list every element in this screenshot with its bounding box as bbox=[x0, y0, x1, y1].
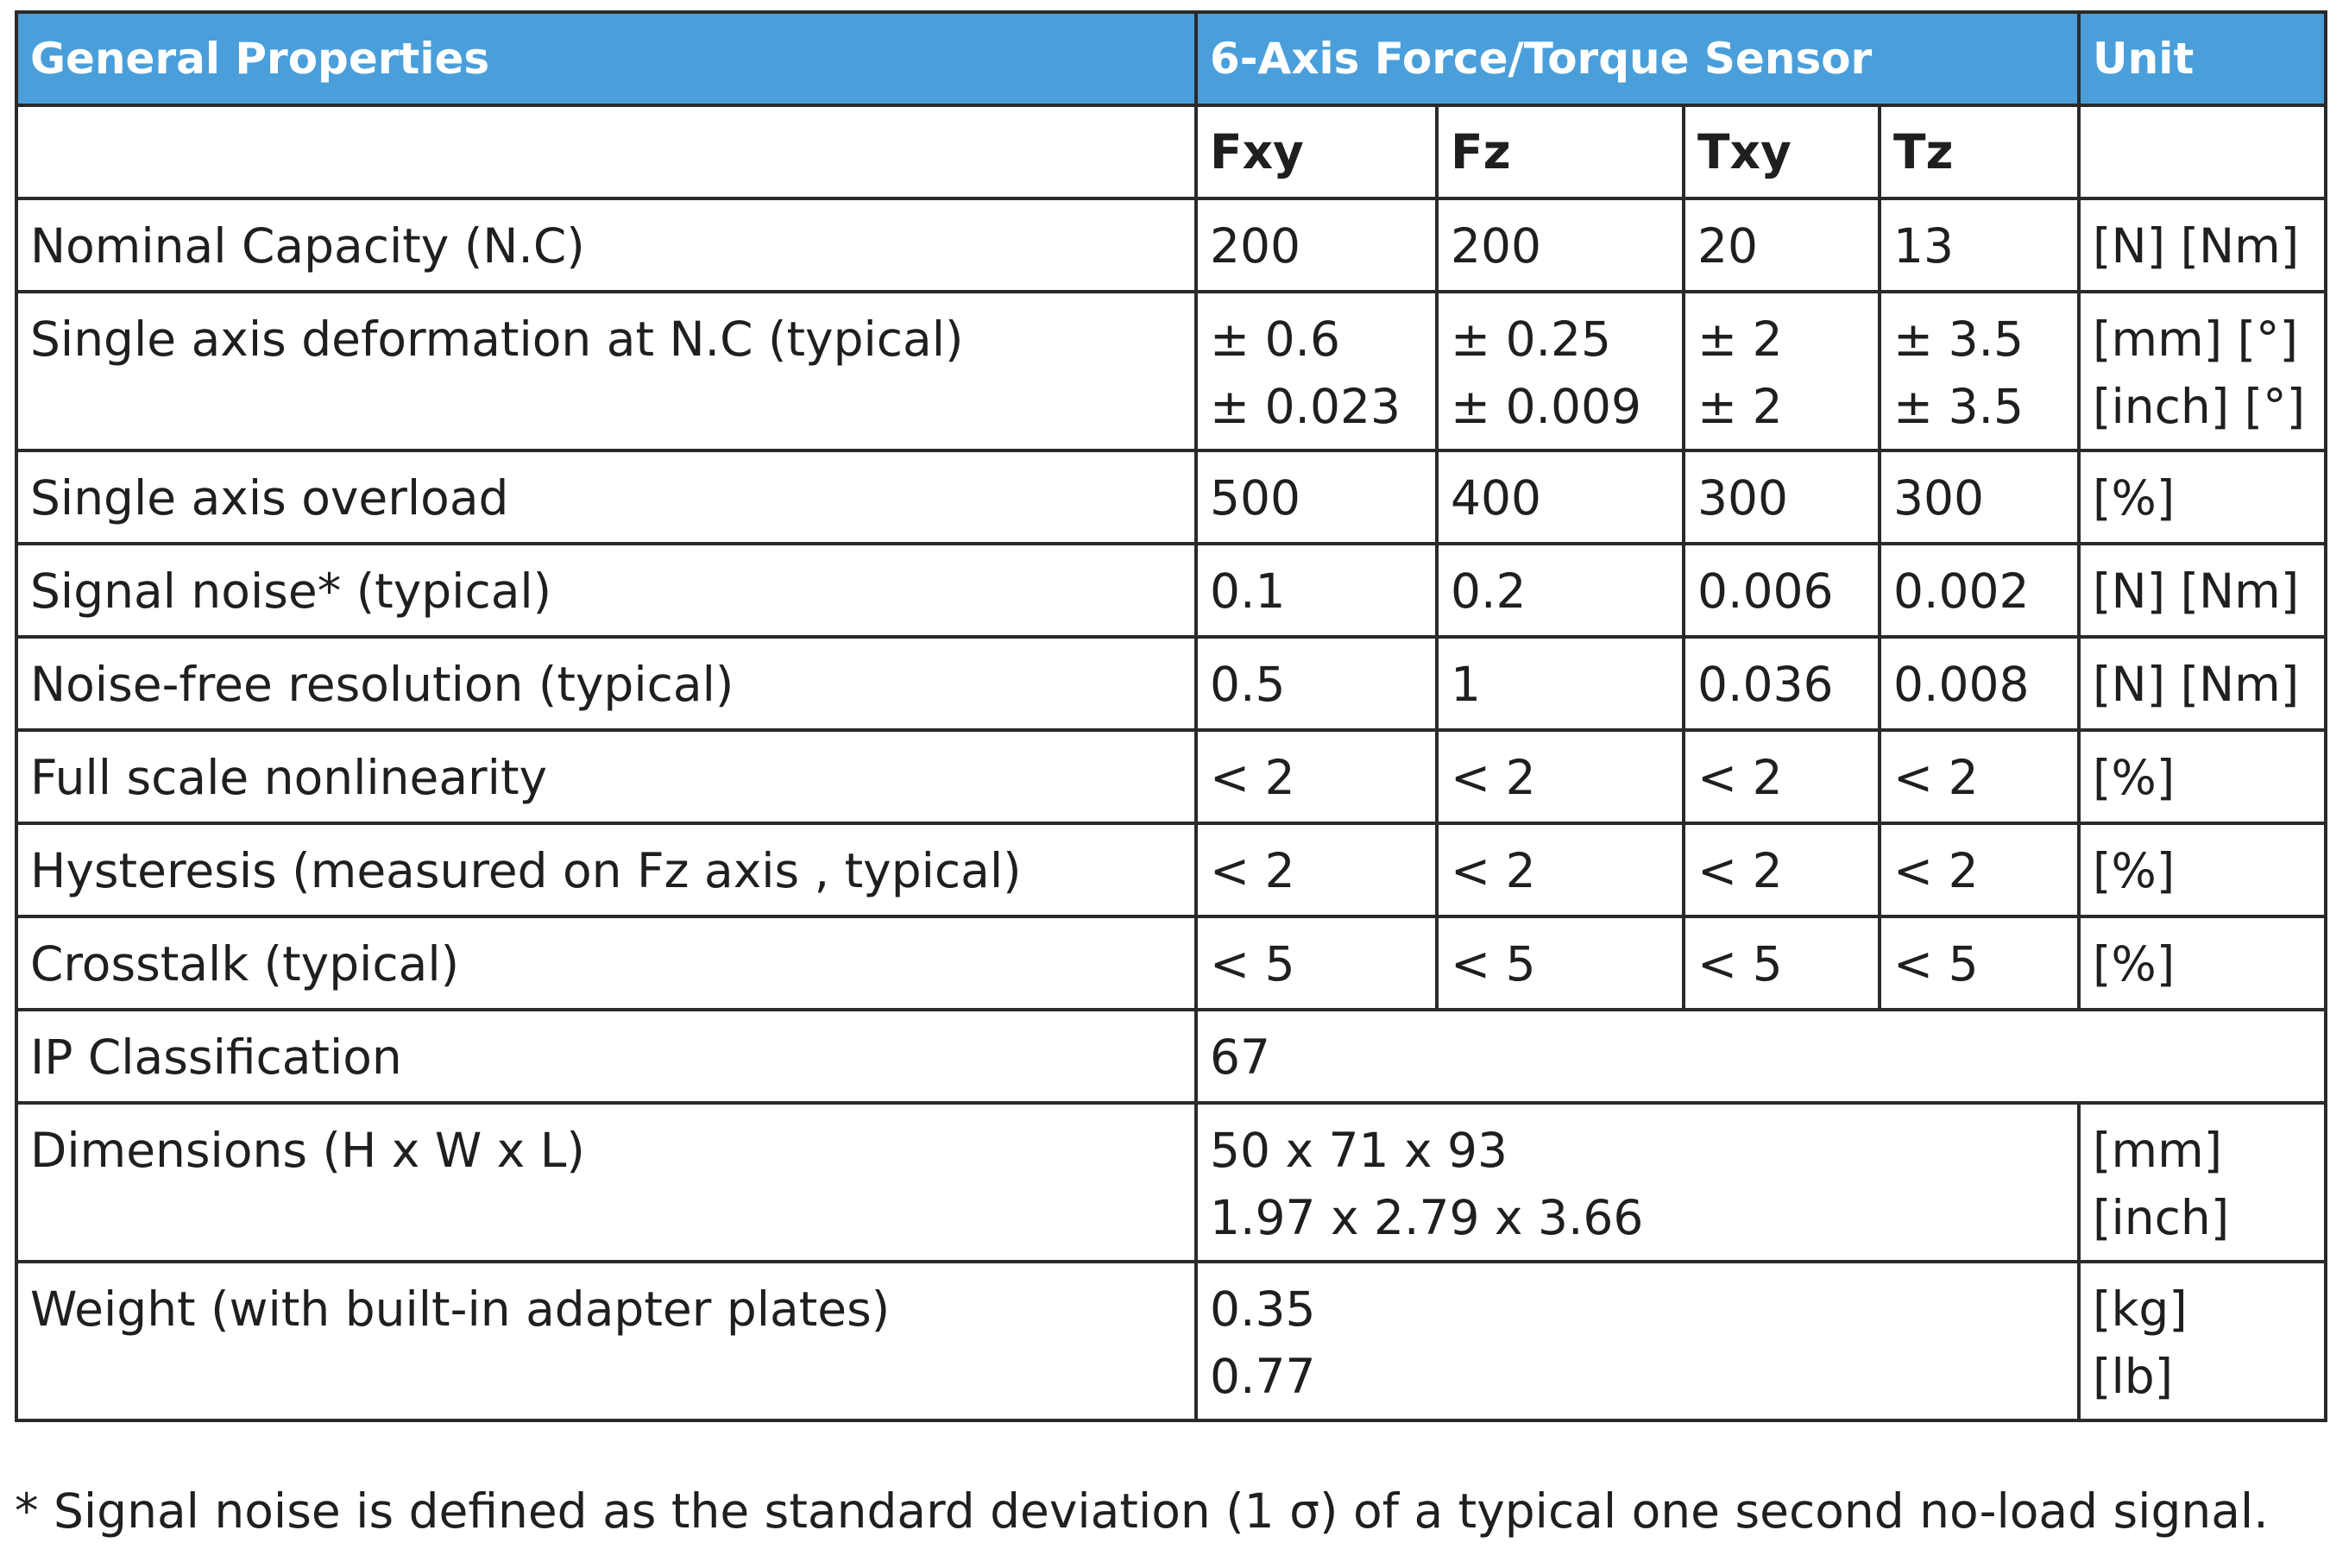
row-label: Noise-free resolution (typical) bbox=[16, 637, 1196, 730]
unit-line: [%] bbox=[2093, 750, 2176, 805]
dimensions-value bbox=[1196, 1103, 2079, 1262]
value-line: < 5 bbox=[1697, 936, 1783, 992]
value-fxy bbox=[1196, 450, 1437, 544]
value-line: ± 3.5 bbox=[1893, 312, 2025, 367]
value-fxy bbox=[1196, 730, 1437, 823]
unit-cell bbox=[2079, 637, 2326, 730]
value-fxy bbox=[1196, 198, 1437, 292]
value-line: < 2 bbox=[1210, 750, 1295, 805]
value-line: 200 bbox=[1210, 218, 1300, 274]
unit-cell bbox=[2079, 823, 2326, 916]
value-line: 400 bbox=[1451, 470, 1541, 526]
weight-unit bbox=[2079, 1262, 2326, 1420]
value-line: < 5 bbox=[1893, 936, 1979, 992]
dimensions-unit-mm: [mm] bbox=[2093, 1123, 2223, 1178]
table-row-ip bbox=[16, 1010, 2326, 1103]
unit-line: [%] bbox=[2093, 843, 2176, 898]
value-fxy bbox=[1196, 292, 1437, 450]
table-row bbox=[16, 730, 2326, 823]
row-label: Nominal Capacity (N.C) bbox=[16, 198, 1196, 292]
value-line: ± 3.5 bbox=[1893, 379, 2025, 434]
footnote: * Signal noise is defined as the standard deviation (1 σ) of a typical one second no-load signal. bbox=[15, 1483, 2269, 1539]
value-tz bbox=[1880, 637, 2079, 730]
value-fz bbox=[1437, 198, 1684, 292]
value-line: 0.5 bbox=[1210, 657, 1286, 712]
header-sensor: 6-Axis Force/Torque Sensor bbox=[1196, 12, 2079, 105]
value-txy bbox=[1684, 916, 1880, 1010]
subheader-tz: Tz bbox=[1880, 105, 2079, 198]
value-line: ± 0.023 bbox=[1210, 379, 1401, 434]
value-tz bbox=[1880, 292, 2079, 450]
value-line: 0.008 bbox=[1893, 657, 2030, 712]
value-fz bbox=[1437, 450, 1684, 544]
ip-value: 67 bbox=[1196, 1010, 2326, 1103]
row-label: Signal noise* (typical) bbox=[16, 544, 1196, 637]
value-txy bbox=[1684, 823, 1880, 916]
row-label: Crosstalk (typical) bbox=[16, 916, 1196, 1010]
value-line: < 2 bbox=[1893, 843, 1979, 898]
value-fxy bbox=[1196, 544, 1437, 637]
value-line: < 2 bbox=[1210, 843, 1295, 898]
value-txy bbox=[1684, 730, 1880, 823]
value-fz bbox=[1437, 823, 1684, 916]
header-unit: Unit bbox=[2079, 12, 2326, 105]
value-fxy bbox=[1196, 823, 1437, 916]
value-line: 200 bbox=[1451, 218, 1541, 274]
value-line: ± 2 bbox=[1697, 312, 1783, 367]
table-row bbox=[16, 198, 2326, 292]
table-row bbox=[16, 450, 2326, 544]
value-line: 300 bbox=[1697, 470, 1788, 526]
value-line: ± 0.6 bbox=[1210, 312, 1341, 367]
value-txy bbox=[1684, 292, 1880, 450]
table-row bbox=[16, 544, 2326, 637]
value-line: < 2 bbox=[1451, 750, 1536, 805]
value-line: 0.2 bbox=[1451, 564, 1527, 619]
dimensions-inch: 1.97 x 2.79 x 3.66 bbox=[1210, 1190, 1644, 1245]
value-line: 1 bbox=[1451, 657, 1481, 712]
row-label: Hysteresis (measured on Fz axis , typical) bbox=[16, 823, 1196, 916]
value-fxy bbox=[1196, 637, 1437, 730]
unit-line: [%] bbox=[2093, 470, 2176, 526]
unit-line: [N] [Nm] bbox=[2093, 218, 2300, 274]
row-label: Single axis deformation at N.C (typical) bbox=[16, 292, 1196, 450]
value-tz bbox=[1880, 544, 2079, 637]
unit-cell bbox=[2079, 730, 2326, 823]
value-line: 300 bbox=[1893, 470, 1984, 526]
spec-table bbox=[15, 10, 2327, 1422]
value-tz bbox=[1880, 730, 2079, 823]
unit-cell bbox=[2079, 916, 2326, 1010]
unit-cell bbox=[2079, 544, 2326, 637]
value-line: 0.006 bbox=[1697, 564, 1834, 619]
row-label: IP Classification bbox=[16, 1010, 1196, 1103]
row-label: Full scale nonlinearity bbox=[16, 730, 1196, 823]
value-txy bbox=[1684, 637, 1880, 730]
unit-line: [N] [Nm] bbox=[2093, 657, 2300, 712]
subheader-empty bbox=[16, 105, 1196, 198]
value-line: < 2 bbox=[1451, 843, 1536, 898]
value-txy bbox=[1684, 450, 1880, 544]
unit-line: [mm] [°] bbox=[2093, 312, 2298, 367]
table-header-row bbox=[16, 12, 2326, 105]
value-line: 0.036 bbox=[1697, 657, 1834, 712]
value-fxy bbox=[1196, 916, 1437, 1010]
table-subheader-row bbox=[16, 105, 2326, 198]
row-label: Single axis overload bbox=[16, 450, 1196, 544]
value-fz bbox=[1437, 916, 1684, 1010]
value-fz bbox=[1437, 544, 1684, 637]
value-line: ± 0.25 bbox=[1451, 312, 1612, 367]
value-txy bbox=[1684, 198, 1880, 292]
value-txy bbox=[1684, 544, 1880, 637]
unit-cell bbox=[2079, 198, 2326, 292]
table-row bbox=[16, 916, 2326, 1010]
table-row-weight bbox=[16, 1262, 2326, 1420]
value-tz bbox=[1880, 823, 2079, 916]
value-line: 0.1 bbox=[1210, 564, 1286, 619]
value-line: 0.002 bbox=[1893, 564, 2030, 619]
value-tz bbox=[1880, 916, 2079, 1010]
weight-kg: 0.35 bbox=[1210, 1281, 1316, 1337]
unit-cell bbox=[2079, 292, 2326, 450]
value-line: 500 bbox=[1210, 470, 1300, 526]
table-row bbox=[16, 292, 2326, 450]
value-fz bbox=[1437, 292, 1684, 450]
dimensions-unit bbox=[2079, 1103, 2326, 1262]
subheader-unit-empty bbox=[2079, 105, 2326, 198]
value-line: ± 2 bbox=[1697, 379, 1783, 434]
table-row bbox=[16, 637, 2326, 730]
unit-line: [inch] [°] bbox=[2093, 379, 2306, 434]
table-row bbox=[16, 823, 2326, 916]
value-line: < 5 bbox=[1451, 936, 1536, 992]
unit-line: [%] bbox=[2093, 936, 2176, 992]
dimensions-mm: 50 x 71 x 93 bbox=[1210, 1123, 1508, 1178]
weight-unit-kg: [kg] bbox=[2093, 1281, 2188, 1337]
value-line: < 2 bbox=[1697, 843, 1783, 898]
value-line: ± 0.009 bbox=[1451, 379, 1642, 434]
unit-cell bbox=[2079, 450, 2326, 544]
weight-value bbox=[1196, 1262, 2079, 1420]
subheader-fz: Fz bbox=[1437, 105, 1684, 198]
value-line: < 2 bbox=[1697, 750, 1783, 805]
table-row-dimensions bbox=[16, 1103, 2326, 1262]
subheader-txy: Txy bbox=[1684, 105, 1880, 198]
row-label: Weight (with built-in adapter plates) bbox=[16, 1262, 1196, 1420]
value-line: < 5 bbox=[1210, 936, 1295, 992]
row-label: Dimensions (H x W x L) bbox=[16, 1103, 1196, 1262]
value-tz bbox=[1880, 450, 2079, 544]
value-fz bbox=[1437, 730, 1684, 823]
weight-lb: 0.77 bbox=[1210, 1349, 1316, 1404]
value-fz bbox=[1437, 637, 1684, 730]
unit-line: [N] [Nm] bbox=[2093, 564, 2300, 619]
value-line: 13 bbox=[1893, 218, 1954, 274]
value-tz bbox=[1880, 198, 2079, 292]
dimensions-unit-inch: [inch] bbox=[2093, 1190, 2230, 1245]
value-line: 20 bbox=[1697, 218, 1758, 274]
subheader-fxy: Fxy bbox=[1196, 105, 1437, 198]
header-general-properties: General Properties bbox=[16, 12, 1196, 105]
weight-unit-lb: [lb] bbox=[2093, 1349, 2174, 1404]
value-line: < 2 bbox=[1893, 750, 1979, 805]
